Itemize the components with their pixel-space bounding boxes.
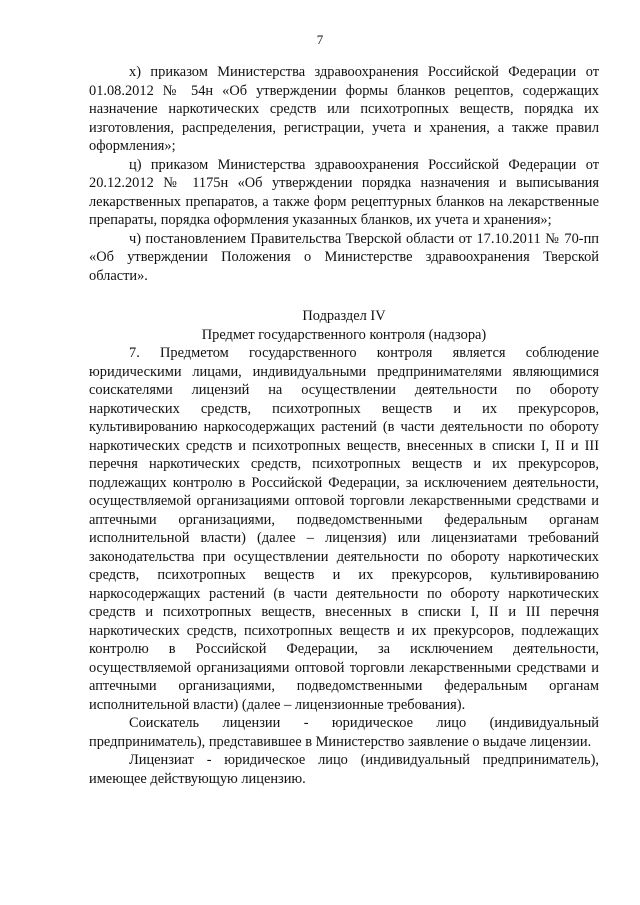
paragraph-7: 7. Предметом государственного контроля является соблюдение юридическими лицами, индивидуальными предпринимателями являющимися соискателями лицензий на осуществлении деятельности по обороту наркотических средств, психотропных веществ и их прекурсоров, культивированию наркосодержащих растений (в части деятельности по обороту наркотических средств и психотропных веществ, внесенных в списки I, II и III перечня наркотических средств, психотропных веществ и их прекурсоров, подлежащих контролю в Российской Федерации, за исключением деятельности, осуществляемой организациями оптовой торговли лекарственными средствами и аптечными организациями, подведомственными федеральным органам исполнительной власти) (далее – лицензия) или лицензиатами требований законодательства при осуществлении деятельности по обороту наркотических средств, психотропных веществ и их прекурсоров, культивированию наркосодержащих растений (в части деятельности по обороту наркотических средств и психотропных веществ, внесенных в списки I, II и III перечня наркотических средств, психотропных веществ и их прекурсоров, подлежащих контролю в Российской Федерации, за исключением деятельности, осуществляемой организациями оптовой торговли лекарственными средствами и аптечными организациями, подведомственными федеральным органам исполнительной власти) (далее – лицензионные требования). — [89, 345, 599, 713]
section-title: Предмет государственного контроля (надзора) — [201, 326, 487, 343]
paragraph-licensee: Лицензиат - юридическое лицо (индивидуальный предприниматель), имеющее действующую лицензию. — [89, 752, 599, 787]
document-body — [89, 63, 599, 788]
paragraph-kh: х) приказом Министерства здравоохранения Российской Федерации от 01.08.2012 № 54н «Об утверждении формы бланков рецептов, содержащих назначение наркотических средств или психотропных веществ, порядка их изготовления, распределения, регистрации, учета и хранения, а также правил оформления»; — [89, 64, 599, 154]
section-label: Подраздел IV — [302, 308, 386, 324]
section-heading — [89, 307, 599, 344]
paragraph-applicant: Соискатель лицензии - юридическое лицо (индивидуальный предприниматель), представившее в Министерство заявление о выдаче лицензии. — [89, 715, 599, 750]
page-number: 7 — [316, 32, 324, 47]
paragraph-ch: ч) постановлением Правительства Тверской области от 17.10.2011 № 70-пп «Об утверждении Положения о Министерстве здравоохранения Тверской области». — [89, 230, 599, 284]
paragraph-ts: ц) приказом Министерства здравоохранения Российской Федерации от 20.12.2012 № 1175н «Об утверждении порядка назначения и выписывания лекарственных препаратов, а также форм рецептурных бланков на лекарственные препараты, порядка оформления указанных бланков, их учета и хранения»; — [89, 156, 599, 228]
